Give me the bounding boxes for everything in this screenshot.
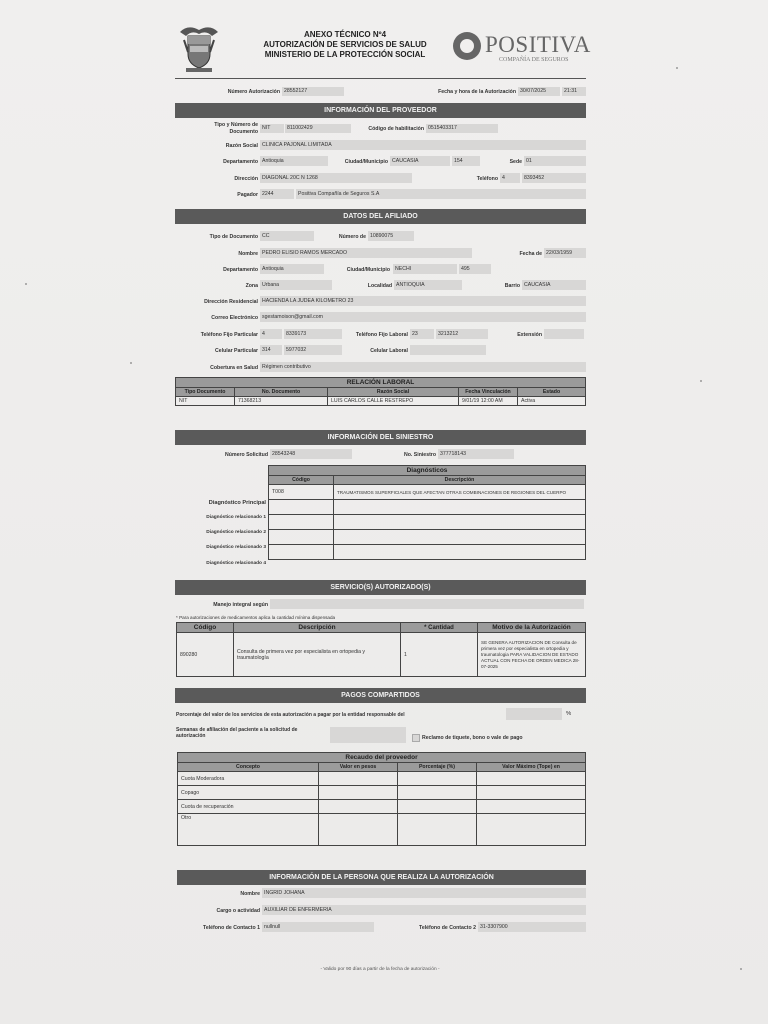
employment-cell: NIT	[176, 397, 235, 406]
extension-value	[544, 329, 584, 339]
diagnosis-code	[269, 530, 334, 545]
razon-social-label: Razón Social	[225, 143, 258, 149]
diagnosis-related-label: Diagnóstico relacionado 2	[206, 530, 266, 535]
cellphone: 5977032	[284, 345, 342, 355]
birthdate: 22/03/1959	[544, 248, 586, 258]
barrio-label: Barrio	[504, 283, 520, 289]
table-row	[269, 530, 586, 545]
annex-title: ANEXO TÉCNICO Nº4	[303, 30, 387, 39]
positiva-logo	[453, 30, 591, 66]
section-services: SERVICIO(S) AUTORIZADO(S)	[175, 580, 586, 595]
employment-cell: Activa	[518, 397, 586, 406]
phone-work: 3213212	[436, 329, 488, 339]
document-header	[230, 30, 460, 60]
collection-header: Valor en pesos	[319, 763, 398, 772]
employment-header: Estado	[518, 388, 586, 397]
percentage-unit: %	[566, 711, 572, 717]
payer-code: 2244	[260, 189, 294, 199]
cell-work-label: Celular Laboral	[370, 348, 408, 354]
phone-personal-ind: 4	[260, 329, 282, 339]
coverage-label: Cobertura en Salud	[210, 365, 258, 371]
authorizer-role-label: Cargo o actividad	[216, 908, 260, 914]
ministry-name: MINISTERIO DE LA PROTECCIÓN SOCIAL	[264, 50, 426, 59]
affiliate-city-label: Ciudad/Municipio	[346, 267, 390, 273]
provider-phone-label: Teléfono	[476, 176, 498, 182]
diagnosis-desc-header: Descripción	[334, 476, 586, 485]
positiva-logo-icon	[453, 32, 481, 60]
percentage-value	[506, 708, 562, 720]
auth-date: 30/07/2025	[518, 87, 560, 96]
diagnosis-code	[269, 515, 334, 530]
header-divider	[175, 78, 586, 79]
validity-footer: - Valido por 90 días a partir de la fecha de autorización -	[320, 967, 440, 972]
provider-city-label: Ciudad/Municipio	[344, 159, 388, 165]
employment-cell: 9/01/19 12:00 AM	[459, 397, 518, 406]
birthdate-label: Fecha de	[519, 251, 542, 257]
auth-date-label: Fecha y hora de la Autorización	[438, 89, 516, 95]
table-row	[177, 633, 586, 677]
integral-management-label: Manejo integral según	[213, 602, 268, 608]
provider-doc-label: Tipo y Número de Documento	[214, 122, 258, 135]
weeks-value	[330, 727, 406, 743]
collection-header: Porcentaje (%)	[398, 763, 477, 772]
table-row	[178, 786, 586, 800]
sede-label: Sede	[509, 159, 522, 165]
diagnosis-code	[269, 545, 334, 560]
affiliate-city: NECHI	[393, 264, 457, 274]
zone-value: Urbana	[260, 280, 332, 290]
claim-number: 377718143	[438, 449, 514, 459]
request-number-label: Número Solicitud	[225, 452, 268, 458]
diagnosis-code: T008	[269, 485, 334, 500]
integral-management-value	[270, 599, 584, 609]
phone-personal-label: Teléfono Fijo Particular	[200, 332, 258, 338]
habilitation-label: Código de habilitación	[368, 126, 424, 132]
table-row	[269, 545, 586, 560]
provider-city: CAUCASIA	[390, 156, 450, 166]
section-claim: INFORMACIÓN DEL SINIESTRO	[175, 430, 586, 445]
affiliate-doctype: CC	[260, 231, 314, 241]
extension-label: Extensión	[517, 332, 542, 338]
diagnosis-code	[269, 500, 334, 515]
weeks-label: Semanas de afiliación del paciente a la solicitud de autorización	[176, 727, 298, 739]
provider-dept-label: Departamento	[223, 159, 258, 165]
ticket-claim-label: Reclamo de tiquete, bono o vale de pago	[422, 735, 523, 741]
table-row	[178, 772, 586, 786]
service-reason: SE GENERA AUTORIZACION DE Consulta de primera vez por especialista en ortopedia y traumatologia PARA VALIDACION DE ESTADO ACTUAL CON FECHA DE ORDEN MEDICA 28-07-2025	[478, 633, 586, 677]
provider-phone-ind: 4	[500, 173, 520, 183]
collection-header: Valor Máximo (Tope) en	[477, 763, 586, 772]
employment-title: RELACIÓN LABORAL	[176, 378, 586, 388]
email-value: sgestamoison@gmail.com	[260, 312, 586, 322]
services-header: Código	[177, 623, 234, 633]
payer-name: Positiva Compañía de Seguros S.A	[296, 189, 586, 199]
percentage-label: Porcentaje del valor de los servicios de esta autorización a pagar por la entidad responsable del	[176, 712, 405, 718]
collection-title: Recaudo del proveedor	[178, 753, 586, 763]
affiliate-city-code: 495	[459, 264, 491, 274]
diagnosis-desc	[334, 500, 586, 515]
provider-doc-number: 811002429	[285, 124, 351, 133]
diagnosis-table	[268, 465, 586, 560]
phone-work-label: Teléfono Fijo Laboral	[355, 332, 408, 338]
employment-header: Fecha Vinculación	[459, 388, 518, 397]
services-header: Descripción	[234, 623, 401, 633]
provider-address-label: Dirección	[234, 176, 258, 182]
provider-dept: Antioquia	[260, 156, 328, 166]
diagnosis-code-header: Código	[269, 476, 334, 485]
contact-phone1-label: Teléfono de Contacto 1	[203, 925, 260, 931]
concept-label: Cuota Moderadora	[178, 772, 319, 786]
authorizer-name-label: Nombre	[240, 891, 260, 897]
residence-label: Dirección Residencial	[204, 299, 258, 305]
phone-work-ind: 23	[410, 329, 434, 339]
service-code: 890280	[177, 633, 234, 677]
diagnosis-desc	[334, 545, 586, 560]
brand-subtitle: COMPAÑÍA DE SEGUROS	[499, 57, 569, 63]
table-row	[178, 814, 586, 846]
diagnosis-related-label: Diagnóstico relacionado 4	[206, 561, 266, 566]
email-label: Correo Electrónico	[211, 315, 258, 321]
concept-label: Cuota de recuperación	[178, 800, 319, 814]
locality-label: Localidad	[367, 283, 392, 289]
doc-subtitle: AUTORIZACIÓN DE SERVICIOS DE SALUD	[263, 40, 427, 49]
cellphone-label: Celular Particular	[215, 348, 258, 354]
claim-number-label: No. Siniestro	[404, 452, 436, 458]
barrio-value: CAUCASIA	[522, 280, 586, 290]
phone-personal: 8339173	[284, 329, 342, 339]
section-provider: INFORMACIÓN DEL PROVEEDOR	[175, 103, 586, 118]
contact-phone1: nullnull	[262, 922, 374, 932]
diagnosis-principal-label: Diagnóstico Principal	[208, 500, 266, 506]
ticket-claim-checkbox[interactable]	[412, 734, 420, 742]
provider-name: CLINICA PAJONAL LIMITADA	[260, 140, 586, 150]
concept-label: Copago	[178, 786, 319, 800]
provider-city-code: 154	[452, 156, 480, 166]
employment-header: Tipo Documento	[176, 388, 235, 397]
employment-table	[175, 377, 586, 406]
table-row	[176, 397, 586, 406]
affiliate-docnum: 10890075	[368, 231, 414, 241]
cellphone-ind: 314	[260, 345, 282, 355]
diagnosis-related-label: Diagnóstico relacionado 1	[206, 515, 266, 520]
affiliate-docnum-label: Número de	[338, 234, 366, 240]
service-qty: 1	[401, 633, 478, 677]
diagnosis-desc: TRAUMATISMOS SUPERFICIALES QUE AFECTAN OTRAS COMBINACIONES DE REGIONES DEL CUERPO	[334, 485, 586, 500]
employment-header: No. Documento	[235, 388, 328, 397]
zone-label: Zona	[245, 283, 258, 289]
authorizer-role: AUXILIAR DE ENFERMERIA	[262, 905, 586, 915]
services-table	[176, 622, 586, 677]
affiliate-doctype-label: Tipo de Documento	[209, 234, 258, 240]
provider-address: DIAGONAL 20C N 1268	[260, 173, 412, 183]
auth-number: 28552127	[282, 87, 344, 96]
payer-label: Pagador	[237, 192, 258, 198]
contact-phone2-label: Teléfono de Contacto 2	[419, 925, 476, 931]
affiliate-name: PEDRO ELISIO RAMOS MERCADO	[260, 248, 472, 258]
brand-name: POSITIVA	[485, 32, 591, 57]
services-header: * Cantidad	[401, 623, 478, 633]
table-row	[269, 500, 586, 515]
affiliate-name-label: Nombre	[238, 251, 258, 257]
authorizer-name: INGRID JOHANA	[262, 888, 586, 898]
employment-header: Razón Social	[328, 388, 459, 397]
auth-time: 21:31	[562, 87, 586, 96]
diagnosis-desc	[334, 515, 586, 530]
section-authorizer: INFORMACIÓN DE LA PERSONA QUE REALIZA LA AUTORIZACIÓN	[177, 870, 586, 885]
affiliate-dept-label: Departamento	[223, 267, 258, 273]
medication-note: * Para autorizaciones de medicamentos aplica la cantidad mínima dispensada	[176, 615, 336, 620]
sede-value: 01	[524, 156, 586, 166]
table-row	[178, 800, 586, 814]
collection-header: Concepto	[178, 763, 319, 772]
request-number: 28543248	[270, 449, 352, 459]
coverage-value: Régimen contributivo	[260, 362, 586, 372]
diagnosis-related-label: Diagnóstico relacionado 3	[206, 545, 266, 550]
provider-phone: 8393452	[522, 173, 586, 183]
services-header: Motivo de la Autorización	[478, 623, 586, 633]
residence-address: HACIENDA LA JUDEA KILOMETRO 23	[260, 296, 586, 306]
auth-number-label: Número Autorización	[227, 89, 280, 95]
locality-value: ANTIOQUIA	[394, 280, 462, 290]
collection-table	[177, 752, 586, 846]
section-affiliate: DATOS DEL AFILIADO	[175, 209, 586, 224]
service-desc: Consulta de primera vez por especialista en ortopedia y traumatología	[234, 633, 401, 677]
employment-cell: LUIS CARLOS CALLE RESTREPO	[328, 397, 459, 406]
cell-work-value	[410, 345, 486, 355]
affiliate-dept: Antioquia	[260, 264, 324, 274]
provider-doc-type: NIT	[260, 124, 284, 133]
habilitation-code: 0515403317	[426, 124, 498, 133]
table-row	[269, 515, 586, 530]
colombia-coat-of-arms-icon	[176, 22, 222, 74]
table-row	[269, 485, 586, 500]
contact-phone2: 31-3307900	[478, 922, 586, 932]
diagnosis-desc	[334, 530, 586, 545]
employment-cell: 71368213	[235, 397, 328, 406]
concept-label: Otro	[178, 814, 319, 846]
diagnosis-title: Diagnósticos	[269, 466, 586, 476]
section-shared-payments: PAGOS COMPARTIDOS	[175, 688, 586, 703]
